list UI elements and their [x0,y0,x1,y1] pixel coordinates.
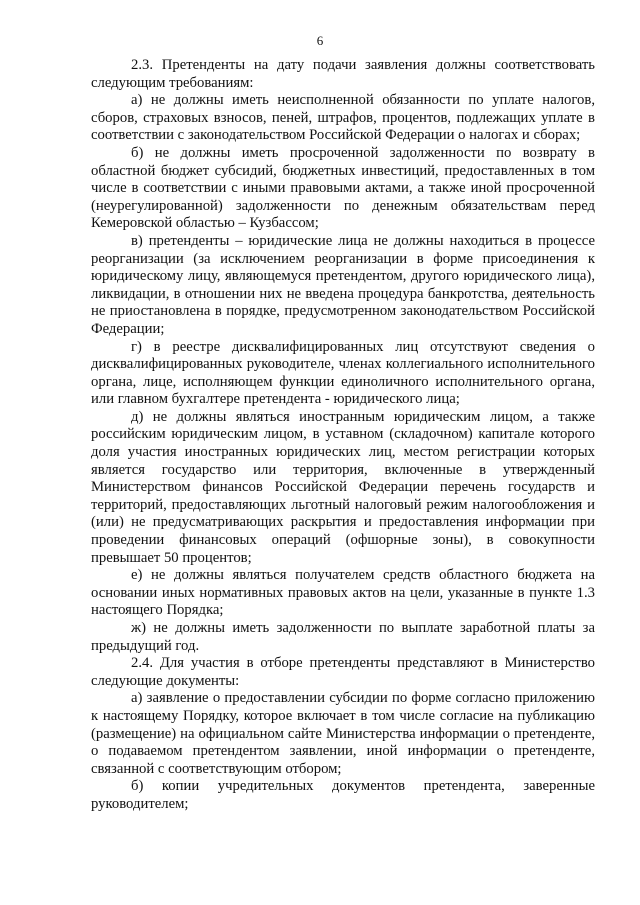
paragraph-2-4-a: а) заявление о предоставлении субсидии по форме согласно приложению к настоящему Порядку, которое включает в том числе согласие на публикацию (размещение) на официальном сайте Министерства информации о претенденте, о подаваемом претендентом заявлении, иной информации о претенденте, связанной с соответствующим отбором; [91,690,595,777]
document-body [91,57,595,814]
paragraph-2-3-e: е) не должны являться получателем средств областного бюджета на основании иных нормативных правовых актов на цели, указанные в пункте 1.3 настоящего Порядка; [91,567,595,619]
paragraph-2-3-zh: ж) не должны иметь задолженности по выплате заработной платы за предыдущий год. [91,620,595,654]
paragraph-2-3-g: г) в реестре дисквалифицированных лиц отсутствуют сведения о дисквалифицированных руководителе, членах коллегиального исполнительного органа, лице, исполняющем функции единоличного исполнительного органа, или главном бухгалтере претендента - юридического лица; [91,338,595,408]
paragraph-2-3-d: д) не должны являться иностранным юридическим лицом, а также российским юридическим лицом, в уставном (складочном) капитале которого доля участия иностранных юридических лиц, местом регистрации которых является государство или территория, включенные в утвержденный Министерством финансов Российской Федерации перечень государств и территорий, предоставляющих льготный налоговый режим налогообложения и (или) не предусматривающих раскрытия и предоставления информации при проведении финансовых операций (офшорные зоны), в совокупности превышает 50 процентов; [91,408,595,566]
paragraph-2-3-b: б) не должны иметь просроченной задолженности по возврату в областной бюджет субсидий, бюджетных инвестиций, предоставленных в том числе в соответствии с иными правовыми актами, а также иной просроченной (неурегулированной) задолженности по денежным обязательствам перед Кемеровской областью – Кузбассом; [91,144,595,232]
paragraph-2-3-a: а) не должны иметь неисполненной обязанности по уплате налогов, сборов, страховых взносов, пеней, штрафов, процентов, подлежащих уплате в соответствии с законодательством Российской Федерации о налогах и сборах; [91,92,595,144]
paragraph-2-3-v: в) претенденты – юридические лица не должны находиться в процессе реорганизации (за исключением реорганизации в форме присоединения к юридическому лицу, являющемуся претендентом, другого юридического лица), ликвидации, в отношении них не введена процедура банкротства, деятельность не приостановлена в порядке, предусмотренном законодательством Российской Федерации; [91,232,595,337]
paragraph-2-4-b: б) копии учредительных документов претендента, заверенные руководителем; [91,778,595,812]
paragraph-2-4-intro: 2.4. Для участия в отборе претенденты представляют в Министерство следующие документы: [91,655,595,689]
paragraph-2-3-intro: 2.3. Претенденты на дату подачи заявления должны соответствовать следующим требованиям: [91,57,595,91]
page-number: 6 [316,33,324,48]
